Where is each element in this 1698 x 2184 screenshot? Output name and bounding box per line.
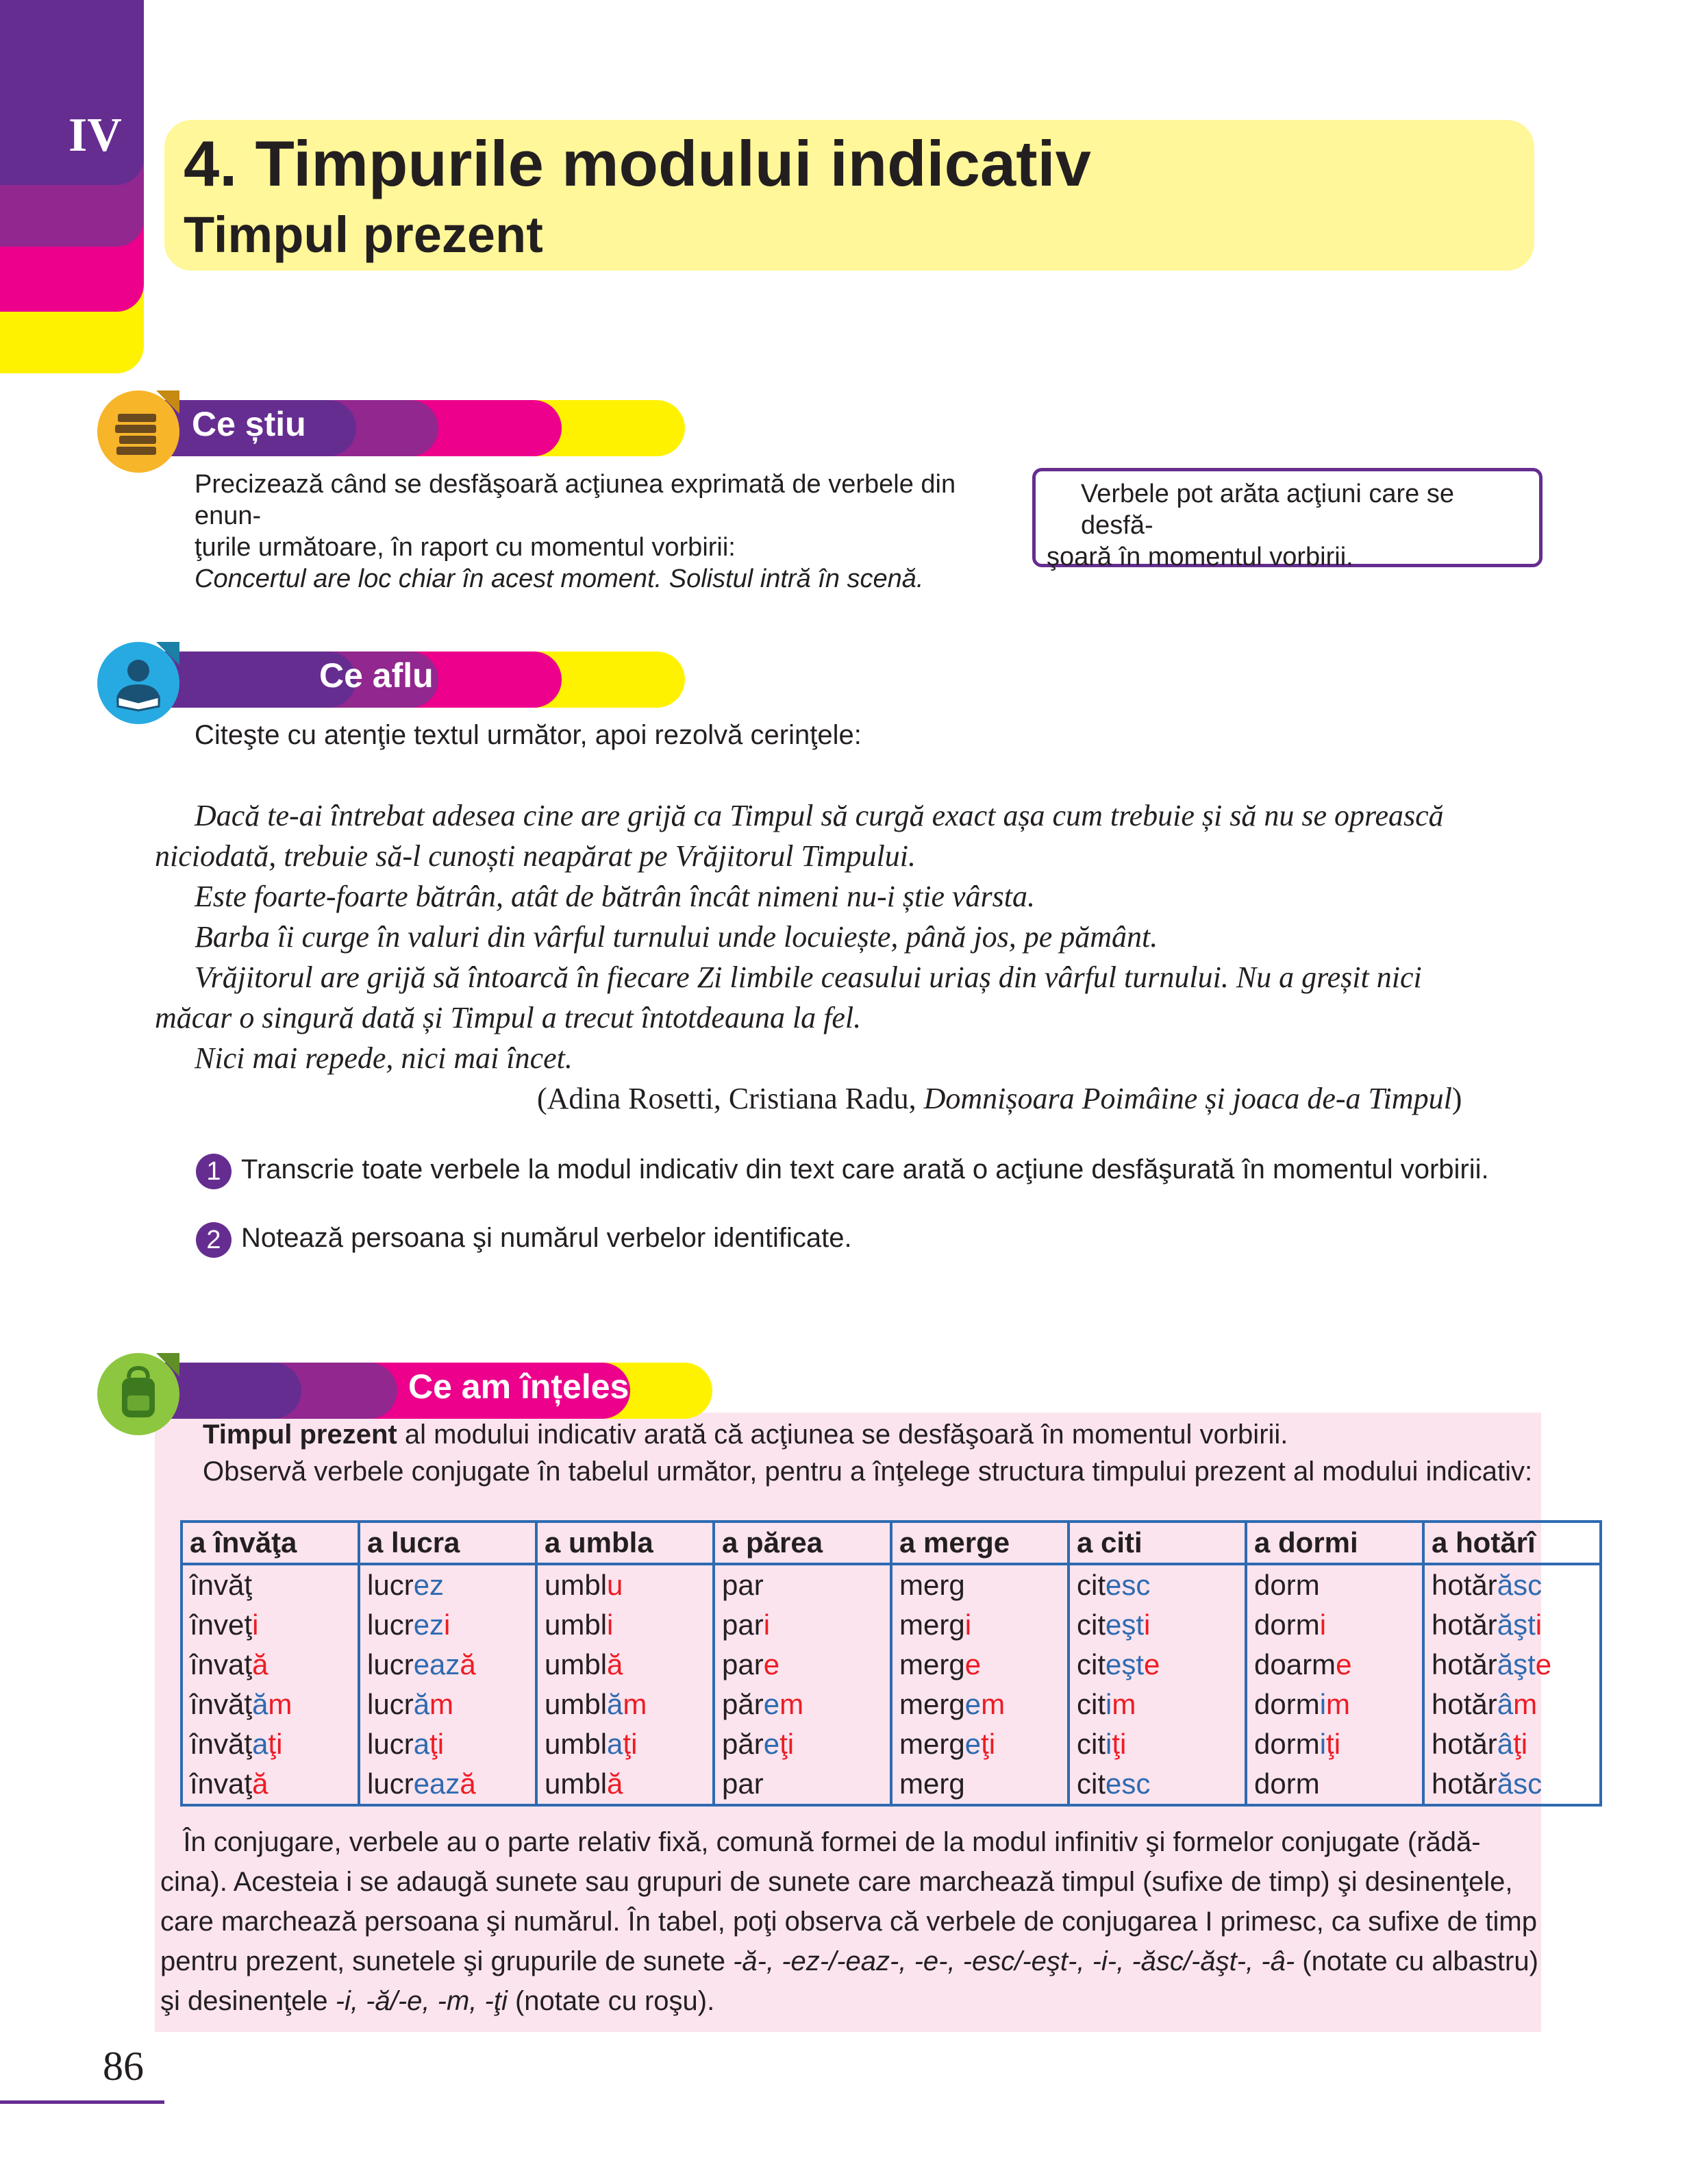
table-cell bbox=[714, 1724, 891, 1764]
root: cit bbox=[1077, 1688, 1106, 1720]
root: cit bbox=[1077, 1728, 1106, 1760]
ce-stiu-banner bbox=[164, 400, 685, 456]
table-row bbox=[182, 1764, 1601, 1805]
ending-red: ţi bbox=[981, 1728, 996, 1760]
root: dorm bbox=[1254, 1569, 1320, 1601]
explanation-segment: (notate cu albastru) bbox=[1295, 1946, 1538, 1976]
ending-red: ă bbox=[607, 1648, 623, 1680]
table-header-cell: a merge bbox=[891, 1522, 1069, 1564]
table-cell bbox=[1246, 1764, 1423, 1805]
page-number-rule bbox=[0, 2100, 164, 2104]
suffix-blue: eşt bbox=[1106, 1648, 1145, 1680]
table-cell bbox=[536, 1645, 714, 1685]
task-1-text: Transcrie toate verbele la modul indicativ din text care arată o acţiune desfăşurată în momentul vorbirii. bbox=[241, 1154, 1489, 1184]
table-cell bbox=[1069, 1645, 1246, 1685]
suffix-blue: ăsc bbox=[1497, 1767, 1543, 1800]
reader-icon bbox=[97, 642, 179, 724]
backpack-icon bbox=[97, 1353, 179, 1435]
table-row bbox=[182, 1564, 1601, 1605]
root: înveţ bbox=[190, 1609, 253, 1641]
root: lucr bbox=[367, 1688, 414, 1720]
ending-red: i bbox=[763, 1609, 771, 1641]
root: învaţ bbox=[190, 1767, 253, 1800]
root: par bbox=[722, 1648, 764, 1680]
table-row bbox=[182, 1645, 1601, 1685]
table-cell bbox=[1246, 1564, 1423, 1605]
explanation-line bbox=[160, 1902, 1537, 1941]
table-cell bbox=[359, 1564, 536, 1605]
root: lucr bbox=[367, 1569, 414, 1601]
explanation-segment: În conjugare, verbele au o parte relativ fixă, comună formei de la modul infinitiv şi formelor conjugate (rădă- bbox=[160, 1827, 1481, 1857]
table-cell bbox=[891, 1685, 1069, 1724]
root: doarm bbox=[1254, 1648, 1336, 1680]
suffix-blue: i bbox=[1106, 1728, 1112, 1760]
ce-stiu-line-1: Precizează când se desfăşoară acţiunea exprimată de verbele din enun- bbox=[195, 470, 956, 530]
suffix-blue: i bbox=[1319, 1728, 1327, 1760]
table-cell bbox=[714, 1564, 891, 1605]
table-cell bbox=[359, 1724, 536, 1764]
root: umbl bbox=[545, 1609, 608, 1641]
suffix-blue: esc bbox=[1106, 1569, 1151, 1601]
table-row bbox=[182, 1724, 1601, 1764]
reading-line: Nici mai repede, nici mai încet. bbox=[195, 1041, 573, 1075]
table-cell bbox=[1069, 1564, 1246, 1605]
root: lucr bbox=[367, 1728, 414, 1760]
suffix-blue: ă bbox=[252, 1688, 269, 1720]
explanation-segment: şi desinenţele bbox=[160, 1986, 336, 2016]
table-cell bbox=[891, 1724, 1069, 1764]
ending-red: m bbox=[981, 1688, 1006, 1720]
root: merg bbox=[899, 1569, 965, 1601]
root: merg bbox=[899, 1609, 965, 1641]
root: lucr bbox=[367, 1767, 414, 1800]
suffix-blue: ă bbox=[607, 1688, 623, 1720]
table-header-cell: a umbla bbox=[536, 1522, 714, 1564]
ending-red: m bbox=[779, 1688, 804, 1720]
page-subtitle: Timpul prezent bbox=[184, 206, 543, 263]
note-line-2: şoară în momentul vorbirii. bbox=[1047, 543, 1353, 571]
root: hotăr bbox=[1432, 1767, 1497, 1800]
table-header-cell: a învăţa bbox=[182, 1522, 359, 1564]
table-cell bbox=[891, 1764, 1069, 1805]
root: lucr bbox=[367, 1609, 414, 1641]
root: dorm bbox=[1254, 1609, 1320, 1641]
explanation-line bbox=[160, 1941, 1537, 1981]
explanation-segment: -ă-, -ez-/-eaz-, -e-, -esc/-eşt-, -i-, -ăsc/-ăşt-, -â- bbox=[733, 1946, 1295, 1976]
ending-red: ă bbox=[607, 1767, 623, 1800]
table-row bbox=[182, 1605, 1601, 1645]
table-row bbox=[182, 1685, 1601, 1724]
note-text bbox=[1047, 478, 1533, 573]
suffix-blue: e bbox=[763, 1688, 780, 1720]
suffix-blue: a bbox=[607, 1728, 623, 1760]
root: învaţ bbox=[190, 1648, 253, 1680]
root: par bbox=[722, 1609, 764, 1641]
root: cit bbox=[1077, 1609, 1106, 1641]
ending-red: u bbox=[607, 1569, 623, 1601]
table-cell bbox=[714, 1764, 891, 1805]
suffix-blue: ă bbox=[413, 1688, 430, 1720]
ending-red: ă bbox=[460, 1767, 476, 1800]
ending-red: i bbox=[607, 1609, 614, 1641]
root: par bbox=[722, 1767, 764, 1800]
table-cell bbox=[536, 1724, 714, 1764]
citation-title: Domnișoara Poimâine și joaca de-a Timpul bbox=[923, 1082, 1452, 1115]
explanation-segment: care marchează persoana şi numărul. În tabel, poţi observa că verbele de conjugarea I primesc, ca sufixe de timp bbox=[160, 1907, 1537, 1937]
table-cell bbox=[182, 1564, 359, 1605]
explanation-segment: -i, -ă/-e, -m, -ţi bbox=[335, 1986, 508, 2016]
ending-red: m bbox=[1112, 1688, 1136, 1720]
suffix-blue: ez bbox=[413, 1569, 445, 1601]
table-cell bbox=[891, 1605, 1069, 1645]
ending-red: e bbox=[1535, 1648, 1552, 1680]
root: merg bbox=[899, 1648, 965, 1680]
suffix-blue: i bbox=[1319, 1688, 1327, 1720]
reading-line: Este foarte-foarte bătrân, atât de bătrân încât nimeni nu-i știe vârsta. bbox=[195, 880, 1035, 913]
ce-stiu-line-2: ţurile următoare, în raport cu momentul vorbirii: bbox=[195, 533, 736, 562]
table-cell bbox=[1423, 1645, 1601, 1685]
ending-red: i bbox=[964, 1609, 972, 1641]
root: umbl bbox=[545, 1688, 608, 1720]
summary-observe: Observă verbele conjugate în tabelul următor, pentru a înţelege structura timpului prezent al modului indicativ: bbox=[203, 1456, 1533, 1487]
summary-intro-rest: al modului indicativ arată că acţiunea se desfăşoară în momentul vorbirii. bbox=[397, 1419, 1288, 1450]
explanation-line bbox=[160, 1862, 1537, 1902]
ending-red: i bbox=[1319, 1609, 1327, 1641]
table-cell bbox=[182, 1764, 359, 1805]
ending-red: ţi bbox=[429, 1728, 445, 1760]
ce-aflu-banner bbox=[164, 652, 685, 708]
table-cell bbox=[1423, 1564, 1601, 1605]
root: par bbox=[722, 1569, 764, 1601]
table-cell bbox=[182, 1685, 359, 1724]
suffix-blue: â bbox=[1497, 1688, 1514, 1720]
table-cell bbox=[1423, 1685, 1601, 1724]
root: învăţ bbox=[190, 1688, 253, 1720]
page-title: 4. Timpurile modului indicativ bbox=[184, 127, 1091, 199]
root: lucr bbox=[367, 1648, 414, 1680]
ending-red: i bbox=[1535, 1609, 1543, 1641]
suffix-blue: eşt bbox=[1106, 1609, 1145, 1641]
table-cell bbox=[182, 1724, 359, 1764]
root: umbl bbox=[545, 1728, 608, 1760]
table-cell bbox=[1246, 1645, 1423, 1685]
reading-line: Dacă te-ai întrebat adesea cine are grijă ca Timpul să curgă exact așa cum trebuie și să nu se oprească bbox=[195, 799, 1444, 832]
table-cell bbox=[891, 1564, 1069, 1605]
suffix-blue: a bbox=[413, 1728, 430, 1760]
ce-stiu-label: Ce știu bbox=[192, 405, 306, 443]
ending-red: ţi bbox=[268, 1728, 283, 1760]
ending-red: m bbox=[268, 1688, 292, 1720]
ending-red: e bbox=[964, 1648, 982, 1680]
ce-am-inteles-label: Ce am înțeles bbox=[408, 1367, 629, 1406]
explanation-segment: pentru prezent, sunetele şi grupurile de sunete bbox=[160, 1946, 734, 1976]
root: merg bbox=[899, 1767, 965, 1800]
root: cit bbox=[1077, 1767, 1106, 1800]
table-cell bbox=[1423, 1605, 1601, 1645]
ending-red: e bbox=[763, 1648, 780, 1680]
root: merg bbox=[899, 1728, 965, 1760]
ce-am-inteles-banner bbox=[164, 1363, 712, 1419]
reading-line: Vrăjitorul are grijă să întoarcă în fiecare Zi limbile ceasului uriaș din vârful turnului. Nu a greșit nici bbox=[195, 960, 1422, 994]
explanation-segment: cina). Acesteia i se adaugă sunete sau grupuri de sunete care marchează timpul (sufixe de timp) şi desinenţele, bbox=[160, 1867, 1513, 1897]
suffix-blue: ăşt bbox=[1497, 1609, 1536, 1641]
task-2-text: Notează persoana şi numărul verbelor identificate. bbox=[241, 1223, 852, 1253]
suffix-blue: e bbox=[763, 1728, 780, 1760]
root: dorm bbox=[1254, 1688, 1320, 1720]
table-header-cell: a lucra bbox=[359, 1522, 536, 1564]
root: dorm bbox=[1254, 1767, 1320, 1800]
root: păr bbox=[722, 1688, 764, 1720]
table-cell bbox=[359, 1685, 536, 1724]
root: dorm bbox=[1254, 1728, 1320, 1760]
table-cell bbox=[714, 1645, 891, 1685]
table-cell bbox=[891, 1645, 1069, 1685]
table-header-cell: a hotărî bbox=[1423, 1522, 1601, 1564]
ending-red: e bbox=[1336, 1648, 1352, 1680]
table-header-cell: a dormi bbox=[1246, 1522, 1423, 1564]
table-cell bbox=[182, 1605, 359, 1645]
root: cit bbox=[1077, 1569, 1106, 1601]
suffix-blue: i bbox=[1106, 1688, 1112, 1720]
chapter-number: IV bbox=[68, 109, 122, 162]
ending-red: ţi bbox=[623, 1728, 638, 1760]
ending-red: ă bbox=[460, 1648, 476, 1680]
books-icon bbox=[97, 390, 179, 473]
summary-intro bbox=[203, 1419, 1288, 1450]
table-cell bbox=[359, 1764, 536, 1805]
ending-red: ă bbox=[252, 1767, 269, 1800]
ending-red: ţi bbox=[779, 1728, 795, 1760]
ce-aflu-label: Ce aflu bbox=[319, 656, 434, 695]
ending-red: ţi bbox=[1326, 1728, 1341, 1760]
table-cell bbox=[182, 1645, 359, 1685]
ending-red: i bbox=[444, 1609, 451, 1641]
conjugation-table-wrap bbox=[180, 1520, 1602, 1807]
ending-red: m bbox=[623, 1688, 647, 1720]
root: hotăr bbox=[1432, 1569, 1497, 1601]
summary-intro-bold: Timpul prezent bbox=[203, 1419, 397, 1450]
table-cell bbox=[714, 1605, 891, 1645]
table-cell bbox=[1069, 1605, 1246, 1645]
table-cell bbox=[1069, 1764, 1246, 1805]
reading-line: niciodată, trebuie să-l cunoști neapărat pe Vrăjitorul Timpului. bbox=[155, 839, 916, 873]
table-cell bbox=[1246, 1605, 1423, 1645]
table-header-row bbox=[182, 1522, 1601, 1564]
suffix-blue: esc bbox=[1106, 1767, 1151, 1800]
suffix-blue: ez bbox=[413, 1609, 445, 1641]
explanation-line bbox=[160, 1822, 1537, 1862]
ending-red: m bbox=[429, 1688, 454, 1720]
suffix-blue: eaz bbox=[413, 1767, 460, 1800]
ending-red: i bbox=[1144, 1609, 1151, 1641]
root: umbl bbox=[545, 1569, 608, 1601]
ending-red: ţi bbox=[1112, 1728, 1127, 1760]
table-cell bbox=[1423, 1724, 1601, 1764]
root: cit bbox=[1077, 1648, 1106, 1680]
ending-red: ă bbox=[252, 1648, 269, 1680]
explanation-text bbox=[160, 1822, 1537, 2021]
suffix-blue: e bbox=[964, 1728, 982, 1760]
citation-authors: (Adina Rosetti, Cristiana Radu, bbox=[537, 1082, 924, 1115]
suffix-blue: a bbox=[252, 1728, 269, 1760]
note-line-1: Verbele pot arăta acţiuni care se desfă- bbox=[1081, 480, 1455, 540]
table-cell bbox=[714, 1685, 891, 1724]
table-cell bbox=[1069, 1685, 1246, 1724]
task-number-2: 2 bbox=[196, 1222, 232, 1258]
citation bbox=[155, 1078, 1552, 1119]
root: hotăr bbox=[1432, 1609, 1497, 1641]
root: învăţ bbox=[190, 1728, 253, 1760]
ce-aflu-instruction: Citeşte cu atenţie textul următor, apoi rezolvă cerinţele: bbox=[195, 720, 862, 750]
table-header-cell: a părea bbox=[714, 1522, 891, 1564]
task-number-1: 1 bbox=[196, 1154, 232, 1189]
suffix-blue: e bbox=[964, 1688, 982, 1720]
reading-line: măcar o singură dată și Timpul a trecut întotdeauna la fel. bbox=[155, 1001, 862, 1034]
explanation-line bbox=[160, 1981, 1537, 2021]
table-cell bbox=[536, 1564, 714, 1605]
suffix-blue: ăsc bbox=[1497, 1569, 1543, 1601]
root: umbl bbox=[545, 1648, 608, 1680]
root: hotăr bbox=[1432, 1648, 1497, 1680]
table-cell bbox=[536, 1685, 714, 1724]
root: hotăr bbox=[1432, 1688, 1497, 1720]
ce-stiu-example: Concertul are loc chiar în acest moment. Solistul intră în scenă. bbox=[195, 564, 924, 593]
table-cell bbox=[1423, 1764, 1601, 1805]
suffix-blue: ăşt bbox=[1497, 1648, 1536, 1680]
ce-stiu-text bbox=[195, 469, 1016, 595]
reading-line: Barba îi curge în valuri din vârful turnului unde locuiește, până jos, pe pământ. bbox=[195, 920, 1158, 954]
root: merg bbox=[899, 1688, 965, 1720]
conjugation-table bbox=[180, 1520, 1602, 1807]
root: umbl bbox=[545, 1767, 608, 1800]
root: păr bbox=[722, 1728, 764, 1760]
root: învăţ bbox=[190, 1569, 253, 1601]
suffix-blue: â bbox=[1497, 1728, 1514, 1760]
table-cell bbox=[359, 1605, 536, 1645]
ending-red: i bbox=[252, 1609, 259, 1641]
ending-red: m bbox=[1326, 1688, 1351, 1720]
page-number: 86 bbox=[103, 2044, 144, 2089]
reading-text bbox=[155, 795, 1552, 1119]
citation-close: ) bbox=[1451, 1082, 1462, 1115]
table-cell bbox=[1069, 1724, 1246, 1764]
table-cell bbox=[1246, 1724, 1423, 1764]
table-cell bbox=[536, 1605, 714, 1645]
table-cell bbox=[1246, 1685, 1423, 1724]
table-cell bbox=[359, 1645, 536, 1685]
explanation-segment: (notate cu roşu). bbox=[507, 1986, 715, 2016]
table-header-cell: a citi bbox=[1069, 1522, 1246, 1564]
root: hotăr bbox=[1432, 1728, 1497, 1760]
ending-red: e bbox=[1144, 1648, 1160, 1680]
ending-red: ţi bbox=[1513, 1728, 1528, 1760]
suffix-blue: eaz bbox=[413, 1648, 460, 1680]
ending-red: m bbox=[1513, 1688, 1538, 1720]
table-cell bbox=[536, 1764, 714, 1805]
